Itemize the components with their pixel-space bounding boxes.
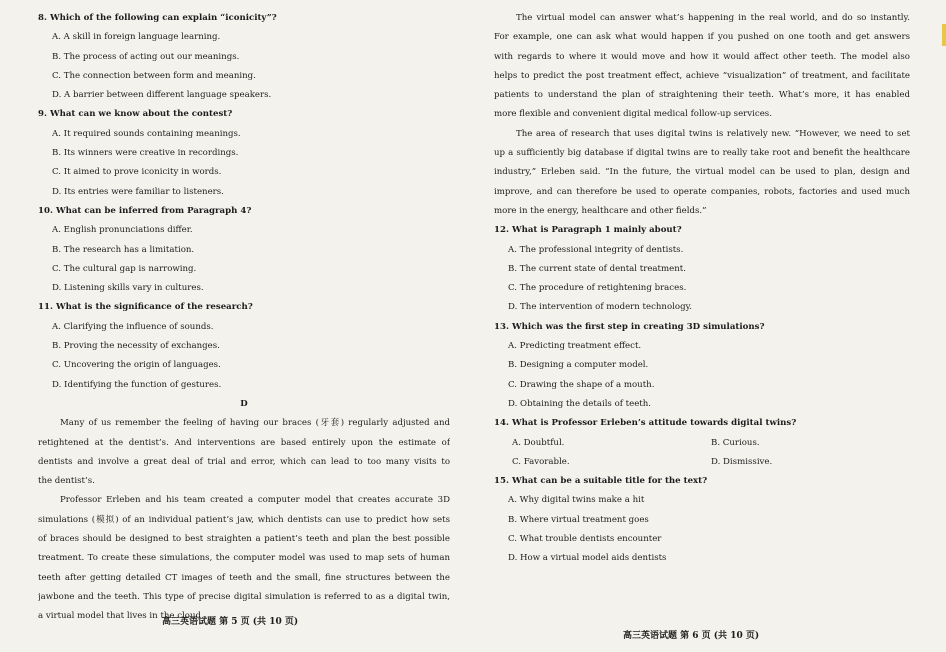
right-page bbox=[476, 0, 946, 652]
paragraph-2-line: Professor Erleben and his team created a computer model that creates accurate 3D bbox=[60, 495, 450, 506]
question-10: 10. What can be inferred from Paragraph 4? bbox=[38, 205, 252, 216]
paragraph-1-line: retightened at the dentist’s. And interventions are based entirely upon the estimate of bbox=[38, 437, 450, 448]
question-14-options-row bbox=[494, 434, 910, 453]
paragraph-2-line: a virtual model that lives in the cloud. bbox=[38, 611, 204, 622]
paragraph-3-line: patients to understand the plan of straightening their teeth. What’s more, it has enabled bbox=[494, 90, 910, 101]
question-10-option-d: D. Listening skills vary in cultures. bbox=[52, 283, 204, 294]
question-9-option-c: C. It aimed to prove iconicity in words. bbox=[52, 167, 222, 178]
question-12: 12. What is Paragraph 1 mainly about? bbox=[494, 225, 682, 236]
question-11: 11. What is the significance of the research? bbox=[38, 302, 253, 313]
question-14-option-c: C. Favorable. bbox=[512, 456, 570, 467]
question-14-option-b: B. Curious. bbox=[711, 437, 760, 448]
question-14-option-d: D. Dismissive. bbox=[711, 456, 773, 467]
page-footer-5: 高三英语试题 第 5 页 (共 10 页) bbox=[162, 617, 299, 627]
paragraph-1-line: Many of us remember the feeling of having our braces (牙套) regularly adjusted and bbox=[60, 418, 450, 429]
left-page bbox=[0, 0, 470, 652]
question-15-option-d: D. How a virtual model aids dentists bbox=[508, 553, 667, 564]
paragraph-4-line: The area of research that uses digital twins is relatively new. “However, we need to set bbox=[516, 128, 910, 139]
paragraph-3-line: The virtual model can answer what’s happening in the real world, and do so instantly. bbox=[516, 13, 910, 23]
question-14-options-row bbox=[494, 453, 910, 472]
question-8-option-c: C. The connection between form and meaning. bbox=[52, 70, 256, 81]
paragraph-2-line: teeth after getting detailed CT images of teeth and the small, fine structures between the bbox=[38, 572, 450, 583]
question-15: 15. What can be a suitable title for the text? bbox=[494, 476, 708, 487]
paragraph-3-line: helps to predict the post treatment effect, achieve “visualization” of treatment, and facilitate bbox=[494, 70, 910, 81]
question-13-option-d: D. Obtaining the details of teeth. bbox=[508, 398, 652, 409]
question-13-option-c: C. Drawing the shape of a mouth. bbox=[508, 379, 655, 390]
page-footer-6: 高三英语试题 第 6 页 (共 10 页) bbox=[623, 631, 760, 641]
paragraph-1-line: the dentist’s. bbox=[38, 476, 95, 487]
paragraph-2-line: simulations (模拟) of an individual patient’s jaw, which dentists can use to predict how sets bbox=[38, 514, 450, 525]
question-11-option-d: D. Identifying the function of gestures. bbox=[52, 379, 222, 390]
question-11-option-a: A. Clarifying the influence of sounds. bbox=[52, 321, 214, 332]
question-12-option-d: D. The intervention of modern technology. bbox=[508, 302, 693, 313]
paragraph-2-line: jawbone and the teeth. This type of precise digital simulation is referred to as a digital twin, bbox=[38, 591, 450, 602]
question-14: 14. What is Professor Erleben’s attitude towards digital twins? bbox=[494, 418, 797, 429]
question-13: 13. Which was the first step in creating 3D simulations? bbox=[494, 321, 765, 332]
paragraph-4-line: improve, and can therefore be used to operate companies, robots, factories and used much bbox=[494, 186, 910, 197]
question-10-option-b: B. The research has a limitation. bbox=[52, 244, 195, 255]
paragraph-1-line: dentists and involve a great deal of trial and error, which can lead to too many visits to bbox=[38, 456, 450, 467]
paragraph-3-line: more flexible and convenient digital medical follow-up services. bbox=[494, 109, 772, 120]
question-9: 9. What can we know about the contest? bbox=[38, 109, 233, 120]
question-15-option-a: A. Why digital twins make a hit bbox=[508, 495, 645, 506]
question-10-option-a: A. English pronunciations differ. bbox=[52, 225, 193, 236]
page-edge-marker bbox=[942, 24, 946, 46]
paragraph-2-line: treatment. To create these simulations, the computer model was used to map sets of human bbox=[38, 553, 450, 564]
paragraph-4-line: more in the energy, healthcare and other fields.” bbox=[494, 205, 707, 216]
question-8: 8. Which of the following can explain “iconicity”? bbox=[38, 13, 277, 23]
question-13-option-a: A. Predicting treatment effect. bbox=[508, 341, 642, 352]
question-12-option-c: C. The procedure of retightening braces. bbox=[508, 283, 687, 294]
paragraph-3-line: For example, one can ask what would happen if you pushed on one tooth and get answers bbox=[494, 32, 910, 43]
question-8-option-a: A. A skill in foreign language learning. bbox=[52, 32, 221, 43]
paragraph-4-line: up a sufficiently big database if digital twins are to really take root and benefit the healthcare bbox=[494, 148, 910, 159]
paragraph-3-line: with regards to where it would move and how it would affect other teeth. The model also bbox=[494, 51, 910, 62]
question-10-option-c: C. The cultural gap is narrowing. bbox=[52, 263, 197, 274]
question-9-option-d: D. Its entries were familiar to listeners. bbox=[52, 186, 224, 197]
question-9-option-a: A. It required sounds containing meanings. bbox=[52, 128, 241, 139]
paragraph-4-line: industry,” Erleben said. “In the future, the virtual model can be used to plan, design and bbox=[494, 167, 910, 178]
question-13-option-b: B. Designing a computer model. bbox=[508, 360, 649, 371]
question-15-option-b: B. Where virtual treatment goes bbox=[508, 514, 649, 525]
question-8-option-b: B. The process of acting out our meanings. bbox=[52, 51, 240, 62]
question-11-option-c: C. Uncovering the origin of languages. bbox=[52, 360, 221, 371]
question-9-option-b: B. Its winners were creative in recordings. bbox=[52, 148, 239, 159]
paragraph-2-line: of braces should be designed to best straighten a patient’s teeth and plan the best possible bbox=[38, 534, 450, 545]
question-11-option-b: B. Proving the necessity of exchanges. bbox=[52, 341, 220, 352]
question-15-option-c: C. What trouble dentists encounter bbox=[508, 534, 662, 545]
question-14-option-a: A. Doubtful. bbox=[512, 437, 565, 448]
question-12-option-a: A. The professional integrity of dentists. bbox=[508, 244, 684, 255]
section-heading-d: D bbox=[240, 398, 248, 409]
question-12-option-b: B. The current state of dental treatment. bbox=[508, 263, 686, 274]
question-8-option-d: D. A barrier between different language speakers. bbox=[52, 90, 272, 101]
